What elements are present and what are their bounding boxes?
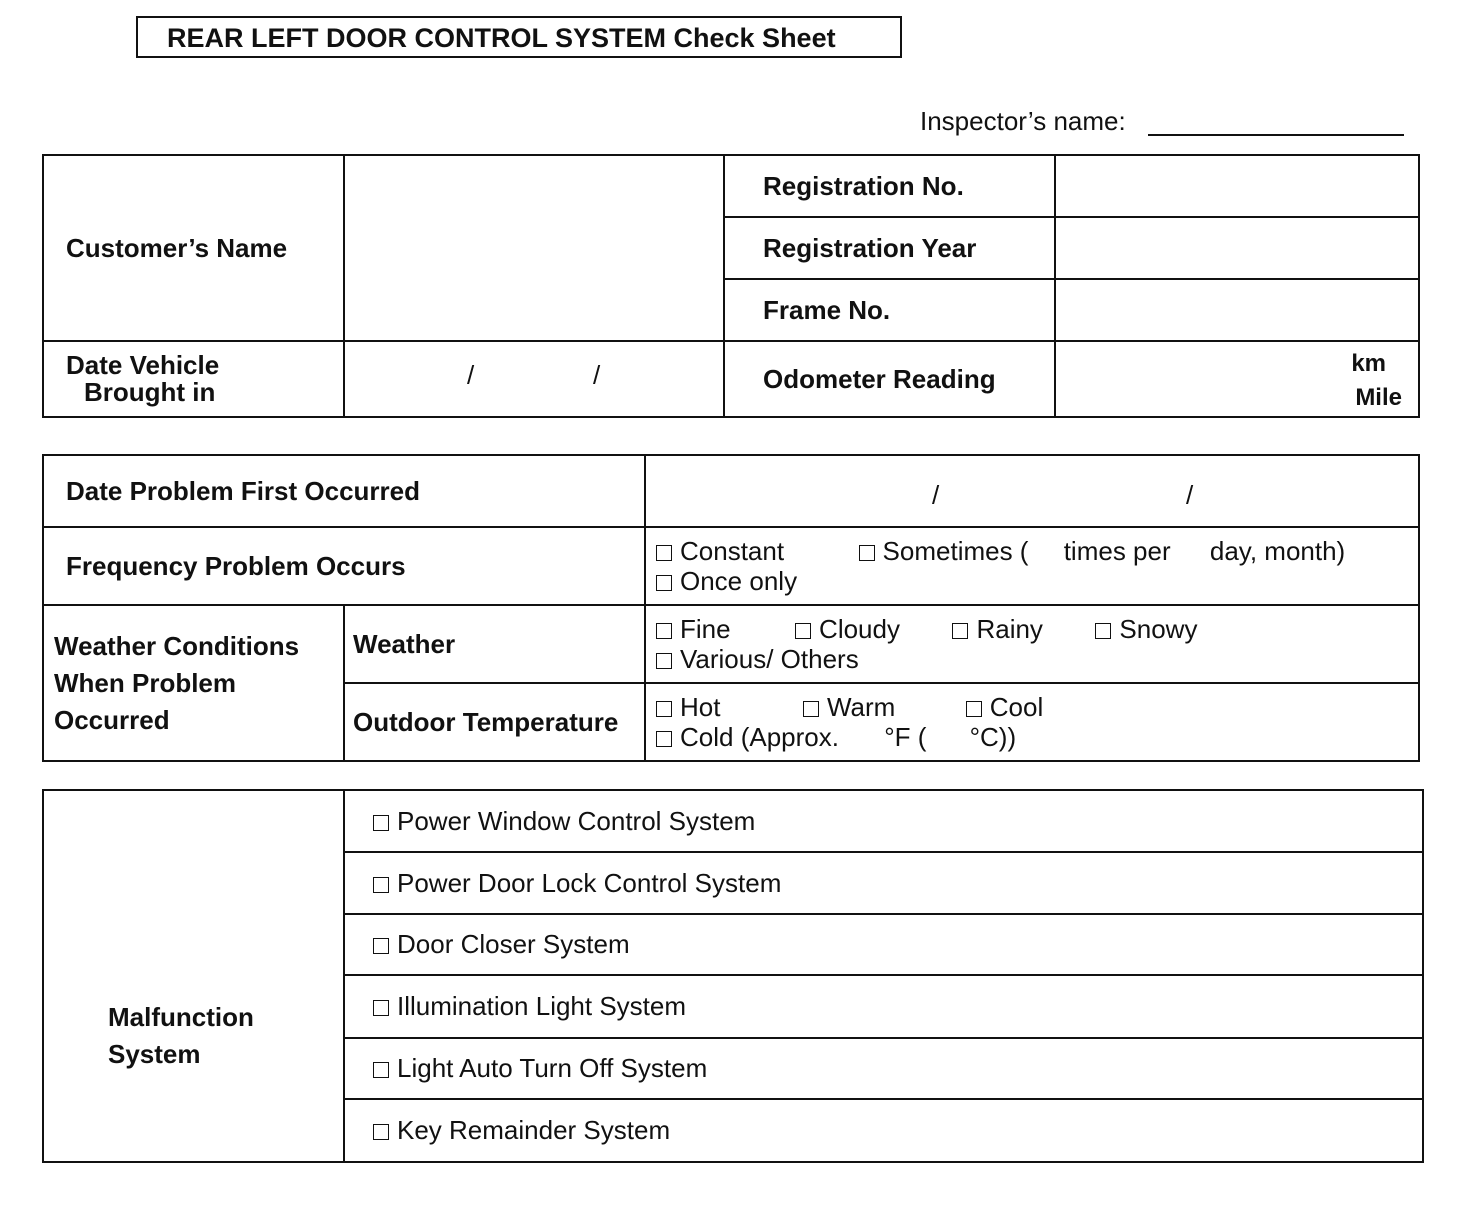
check-sheet-title: REAR LEFT DOOR CONTROL SYSTEM Check Sheet [136,16,902,58]
option-various-others[interactable]: Various/ Others [656,644,859,674]
temperature-options [645,683,1419,761]
date-separator: / [932,480,940,510]
date-separator: / [593,360,601,390]
frequency-label: Frequency Problem Occurs [43,527,645,605]
system-item-key-remainder[interactable]: Key Remainder System [344,1099,1423,1162]
date-separator: / [467,360,475,390]
system-item-power-window[interactable]: Power Window Control System [344,790,1423,852]
vehicle-info-table [42,154,1420,418]
option-cloudy[interactable]: Cloudy [795,614,900,644]
checkbox[interactable] [952,623,968,639]
checkbox[interactable] [803,701,819,717]
system-item-power-door-lock[interactable]: Power Door Lock Control System [344,852,1423,914]
times-per-text: times per [1063,536,1171,566]
checkbox[interactable] [1095,623,1111,639]
customer-name-field[interactable] [344,155,724,341]
inspector-name-label: Inspector’s name: [920,106,1126,136]
weather-options [645,605,1419,683]
weather-conditions-label: Weather Conditions When Problem Occurred [43,605,344,761]
fahrenheit-text: °F ( [884,722,927,752]
checkbox[interactable] [373,1000,389,1016]
checkbox[interactable] [373,1062,389,1078]
date-separator: / [1186,480,1194,510]
date-brought-label-line2: Brought in [84,377,216,407]
option-warm[interactable]: Warm [803,692,895,722]
date-first-occurred-field[interactable] [645,455,1419,527]
option-constant[interactable]: Constant [656,536,784,566]
celsius-text: °C)) [969,722,1017,752]
odometer-field[interactable] [1055,341,1419,417]
checkbox[interactable] [656,731,672,747]
checkbox[interactable] [373,815,389,831]
system-item-light-auto-turn-off[interactable]: Light Auto Turn Off System [344,1038,1423,1099]
checkbox[interactable] [656,575,672,591]
option-sometimes[interactable]: Sometimes ( [859,536,1029,566]
option-cold[interactable]: Cold (Approx. [656,722,839,752]
unit-km: km [1351,350,1386,377]
weather-label: Weather [344,605,645,683]
checkbox[interactable] [656,545,672,561]
registration-year-field[interactable] [1055,217,1419,279]
malfunction-system-label: Malfunction System [43,790,344,1162]
option-rainy[interactable]: Rainy [952,614,1042,644]
frequency-options [645,527,1419,605]
unit-mile: Mile [1355,384,1402,411]
option-hot[interactable]: Hot [656,692,720,722]
checkbox[interactable] [373,877,389,893]
option-once-only[interactable]: Once only [656,566,797,596]
checkbox[interactable] [656,701,672,717]
option-fine[interactable]: Fine [656,614,731,644]
date-brought-label [43,341,344,417]
day-month-text: day, month) [1209,536,1346,566]
inspector-name-field[interactable] [1148,134,1404,136]
system-item-door-closer[interactable]: Door Closer System [344,914,1423,975]
checkbox[interactable] [656,623,672,639]
checkbox[interactable] [373,938,389,954]
date-brought-field[interactable] [344,341,724,417]
frame-no-field[interactable] [1055,279,1419,341]
option-snowy[interactable]: Snowy [1095,614,1197,644]
odometer-label: Odometer Reading [724,341,1055,417]
checkbox[interactable] [373,1124,389,1140]
registration-no-field[interactable] [1055,155,1419,217]
checkbox[interactable] [859,545,875,561]
malfunction-system-table [42,789,1424,1163]
system-item-illumination-light[interactable]: Illumination Light System [344,975,1423,1038]
checkbox[interactable] [966,701,982,717]
option-cool[interactable]: Cool [966,692,1043,722]
registration-year-label: Registration Year [724,217,1055,279]
problem-conditions-table [42,454,1420,762]
date-brought-label-line1: Date Vehicle [66,350,220,380]
date-first-occurred-label: Date Problem First Occurred [43,455,645,527]
customer-name-label: Customer’s Name [43,155,344,341]
registration-no-label: Registration No. [724,155,1055,217]
outdoor-temperature-label: Outdoor Temperature [344,683,645,761]
checkbox[interactable] [795,623,811,639]
checkbox[interactable] [656,653,672,669]
frame-no-label: Frame No. [724,279,1055,341]
